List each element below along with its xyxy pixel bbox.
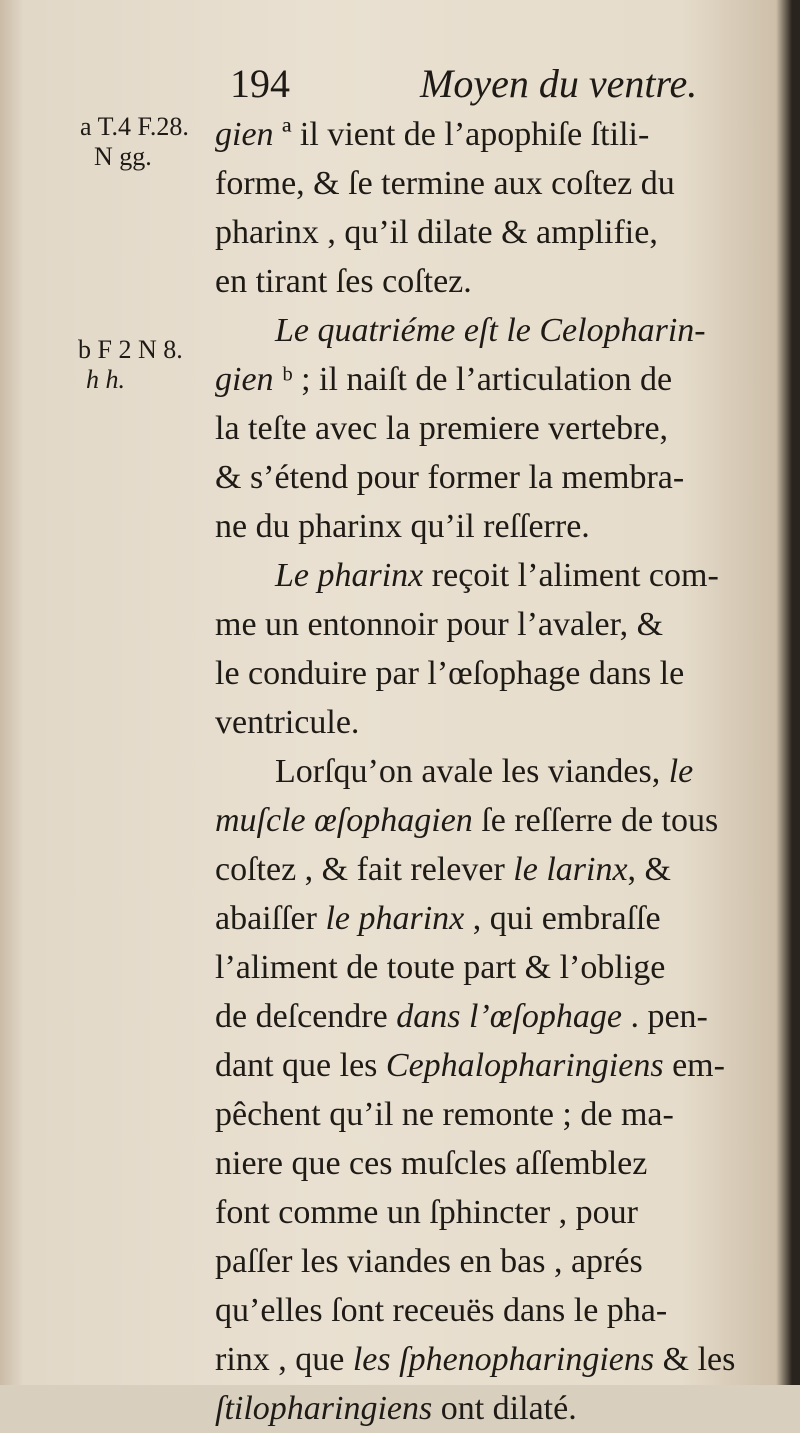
text-line <box>215 551 775 600</box>
body-text <box>215 110 775 1433</box>
text-line <box>215 845 775 894</box>
roman-text: ª il vient de l’apophiſe ſtili- <box>273 116 650 153</box>
roman-text: & s’étend pour former la membra- <box>215 459 685 496</box>
text-line <box>215 992 775 1041</box>
roman-text: font comme un ſphincter , pour <box>215 1194 639 1231</box>
text-line <box>215 502 775 551</box>
text-line <box>215 110 775 159</box>
text-line <box>215 600 775 649</box>
italic-text: dans l’œſophage <box>396 998 622 1035</box>
italic-text: Le pharinx <box>275 557 424 594</box>
text-line <box>215 1335 775 1384</box>
text-line <box>215 1237 775 1286</box>
text-line <box>215 1286 775 1335</box>
roman-text: ne du pharinx qu’il reſſerre. <box>215 508 590 545</box>
roman-text: la teſte avec la premiere vertebre, <box>215 410 669 447</box>
text-line <box>215 747 775 796</box>
margin-note-b-sub: h h. <box>86 365 125 394</box>
text-line <box>215 796 775 845</box>
roman-text: de deſcendre <box>215 998 397 1035</box>
roman-text: & les <box>654 1341 736 1378</box>
roman-text: ſe reſſerre de tous <box>472 802 719 839</box>
text-line <box>215 649 775 698</box>
margin-note-a <box>80 112 189 172</box>
roman-text: en tirant ſes coſtez. <box>215 263 472 300</box>
roman-text: . pen- <box>621 998 708 1035</box>
roman-text: abaiſſer <box>215 900 326 937</box>
roman-text: ᵇ ; il naiſt de l’articulation de <box>273 361 673 398</box>
text-line <box>215 404 775 453</box>
roman-text: dant que les <box>215 1047 386 1084</box>
italic-text: gien <box>215 361 274 398</box>
italic-text: Cephalopharingiens <box>385 1047 664 1084</box>
roman-text: qu’elles ſont receuës dans le pha- <box>215 1292 668 1329</box>
text-line <box>215 894 775 943</box>
margin-note-b-ref: b F 2 N 8. <box>78 335 183 364</box>
text-line <box>215 943 775 992</box>
italic-text: le pharinx <box>325 900 465 937</box>
italic-text: ſtilopharingiens <box>215 1390 433 1427</box>
text-line <box>215 1090 775 1139</box>
text-line <box>215 698 775 747</box>
text-line <box>215 1139 775 1188</box>
text-line <box>215 208 775 257</box>
text-line <box>215 159 775 208</box>
roman-text: , & <box>627 851 671 888</box>
italic-text: gien <box>215 116 274 153</box>
roman-text: paſſer les viandes en bas , aprés <box>215 1243 643 1280</box>
roman-text: forme, & ſe termine aux coſtez du <box>215 165 675 202</box>
italic-text: le <box>668 753 694 790</box>
italic-text: les ſphenopharingiens <box>352 1341 655 1378</box>
text-line <box>215 306 775 355</box>
roman-text: le conduire par l’œſophage dans le <box>215 655 685 692</box>
italic-text: Le quatriéme eſt le Celopharin- <box>275 312 706 349</box>
text-line <box>215 453 775 502</box>
margin-note-a-sub: N gg. <box>94 142 152 171</box>
roman-text: me un entonnoir pour l’avaler, & <box>215 606 664 643</box>
roman-text: reçoit l’aliment com- <box>423 557 719 594</box>
text-line <box>215 1041 775 1090</box>
text-line <box>215 257 775 306</box>
running-title: Moyen du ventre. <box>420 61 698 106</box>
text-line <box>215 355 775 404</box>
roman-text: coſtez , & fait relever <box>215 851 514 888</box>
text-line <box>215 1188 775 1237</box>
roman-text: , qui embraſſe <box>464 900 661 937</box>
roman-text: niere que ces muſcles aſſemblez <box>215 1145 648 1182</box>
roman-text: ventricule. <box>215 704 360 741</box>
margin-note-a-ref: a T.4 F.28. <box>80 112 189 141</box>
running-head <box>230 60 770 110</box>
roman-text: em- <box>663 1047 725 1084</box>
roman-text: l’aliment de toute part & l’oblige <box>215 949 666 986</box>
roman-text: rinx , que <box>215 1341 353 1378</box>
page-number: 194 <box>230 61 290 106</box>
italic-text: le larinx <box>513 851 628 888</box>
roman-text: pêchent qu’il ne remonte ; de ma- <box>215 1096 674 1133</box>
italic-text: muſcle œſophagien <box>215 802 473 839</box>
text-line <box>215 1384 775 1433</box>
margin-note-b <box>78 335 183 395</box>
roman-text: pharinx , qu’il dilate & amplifie, <box>215 214 658 251</box>
roman-text: ont dilaté. <box>432 1390 577 1427</box>
roman-text: Lorſqu’on avale les viandes, <box>275 753 669 790</box>
